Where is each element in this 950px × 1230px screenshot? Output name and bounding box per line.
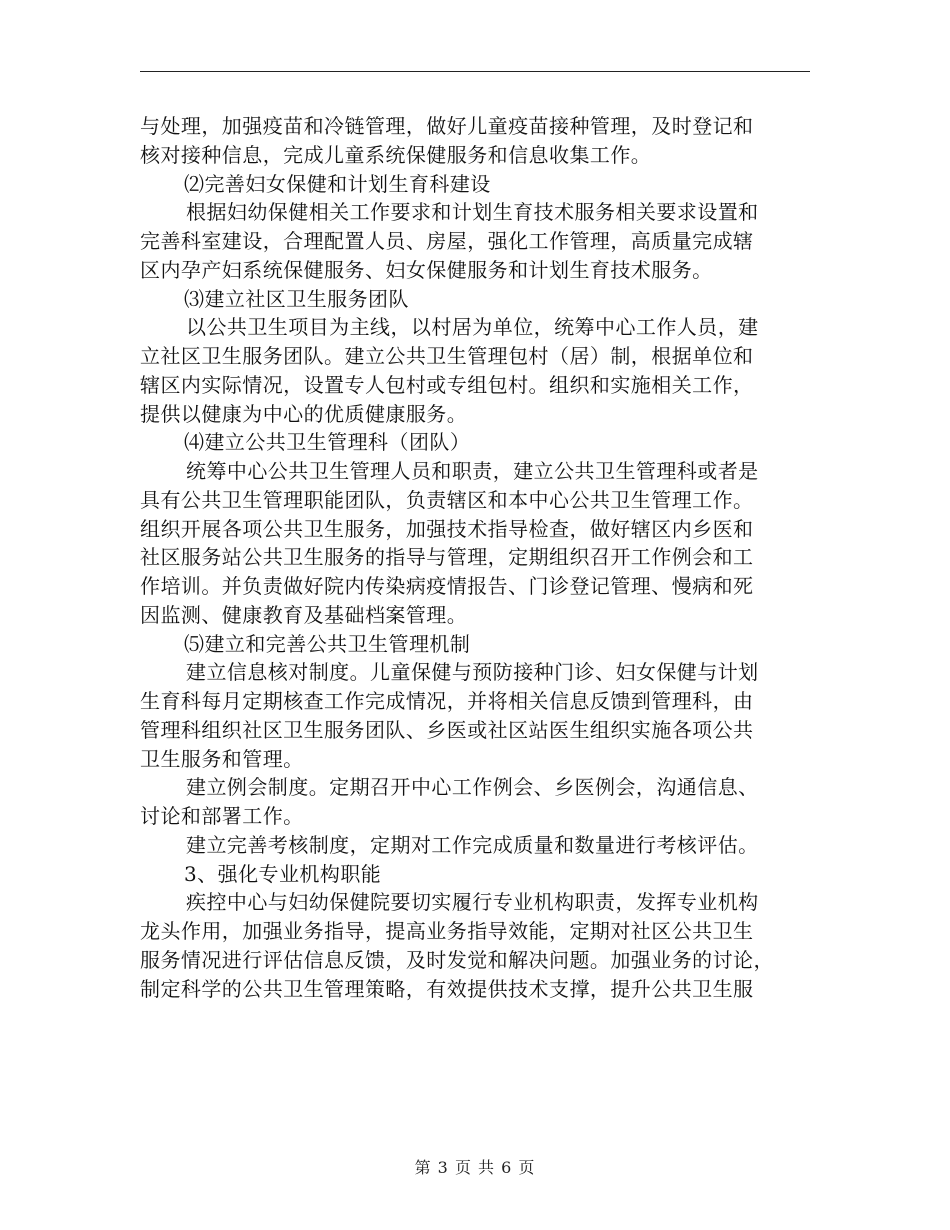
text-line: 社区服务站公共卫生服务的指导与管理，定期组织召开工作例会和工 — [140, 545, 754, 570]
page-number: 第 3 页 共 6 页 — [414, 1158, 536, 1177]
text-line: 立社区卫生服务团队。建立公共卫生管理包村（居）制，根据单位和 — [140, 344, 754, 368]
paragraph-start: 建立完善考核制度，定期对工作完成质量和数量进行考核评估。 — [186, 832, 759, 857]
paragraph-start: 疾控中心与妇幼保健院要切实履行专业机构职责，发挥专业机构 — [186, 890, 759, 915]
text-line: 讨论和部署工作。 — [140, 804, 304, 828]
section-heading: ⑷建立公共卫生管理科（团队） — [184, 430, 471, 455]
text-line: 辖区内实际情况，设置专人包村或专组包村。组织和实施相关工作， — [140, 372, 754, 397]
header-rule — [140, 71, 810, 72]
text-line: 与处理，加强疫苗和冷链管理，做好儿童疫苗接种管理，及时登记和 — [140, 114, 754, 138]
text-line: 核对接种信息，完成儿童系统保健服务和信息收集工作。 — [140, 142, 652, 167]
text-line: 生育科每月定期核查工作完成情况，并将相关信息反馈到管理科，由 — [140, 689, 754, 713]
text-line: 管理科组织社区卫生服务团队、乡医或社区站医生组织实施各项公共 — [140, 717, 754, 742]
text-line: 卫生服务和管理。 — [140, 746, 304, 771]
text-line: 具有公共卫生管理职能团队，负责辖区和本中心公共卫生管理工作。 — [140, 487, 754, 512]
text-line: 完善科室建设，合理配置人员、房屋，强化工作管理，高质量完成辖 — [140, 229, 754, 253]
paragraph-start: 建立信息核对制度。儿童保健与预防接种门诊、妇女保健与计划 — [186, 660, 759, 685]
text-line: 龙头作用，加强业务指导，提高业务指导效能，定期对社区公共卫生 — [140, 919, 754, 943]
paragraph-start: 统筹中心公共卫生管理人员和职责，建立公共卫生管理科或者是 — [186, 459, 759, 483]
section-heading: 3、强化专业机构职能 — [184, 861, 382, 886]
text-line: 服务情况进行评估信息反馈，及时发觉和解决问题。加强业务的讨论， — [140, 947, 774, 972]
document-body — [140, 112, 810, 1003]
text-line: 组织开展各项公共卫生服务，加强技术指导检查，做好辖区内乡医和 — [140, 516, 754, 541]
section-heading: ⑶建立社区卫生服务团队 — [184, 286, 409, 311]
paragraph-start: 建立例会制度。定期召开中心工作例会、乡医例会，沟通信息、 — [186, 775, 759, 800]
text-line: 因监测、健康教育及基础档案管理。 — [140, 602, 468, 627]
text-line: 提供以健康为中心的优质健康服务。 — [140, 401, 468, 426]
text-line: 作培训。并负责做好院内传染病疫情报告、门诊登记管理、慢病和死 — [140, 574, 754, 598]
text-line: 区内孕产妇系统保健服务、妇女保健服务和计划生育技术服务。 — [140, 257, 713, 282]
section-heading: ⑸建立和完善公共卫生管理机制 — [184, 631, 471, 656]
paragraph-start: 以公共卫生项目为主线，以村居为单位，统筹中心工作人员，建 — [186, 315, 759, 340]
paragraph-start: 根据妇幼保健相关工作要求和计划生育技术服务相关要求设置和 — [186, 200, 759, 225]
section-heading: ⑵完善妇女保健和计划生育科建设 — [184, 171, 491, 196]
text-line: 制定科学的公共卫生管理策略，有效提供技术支撑，提升公共卫生服 — [140, 976, 754, 1001]
